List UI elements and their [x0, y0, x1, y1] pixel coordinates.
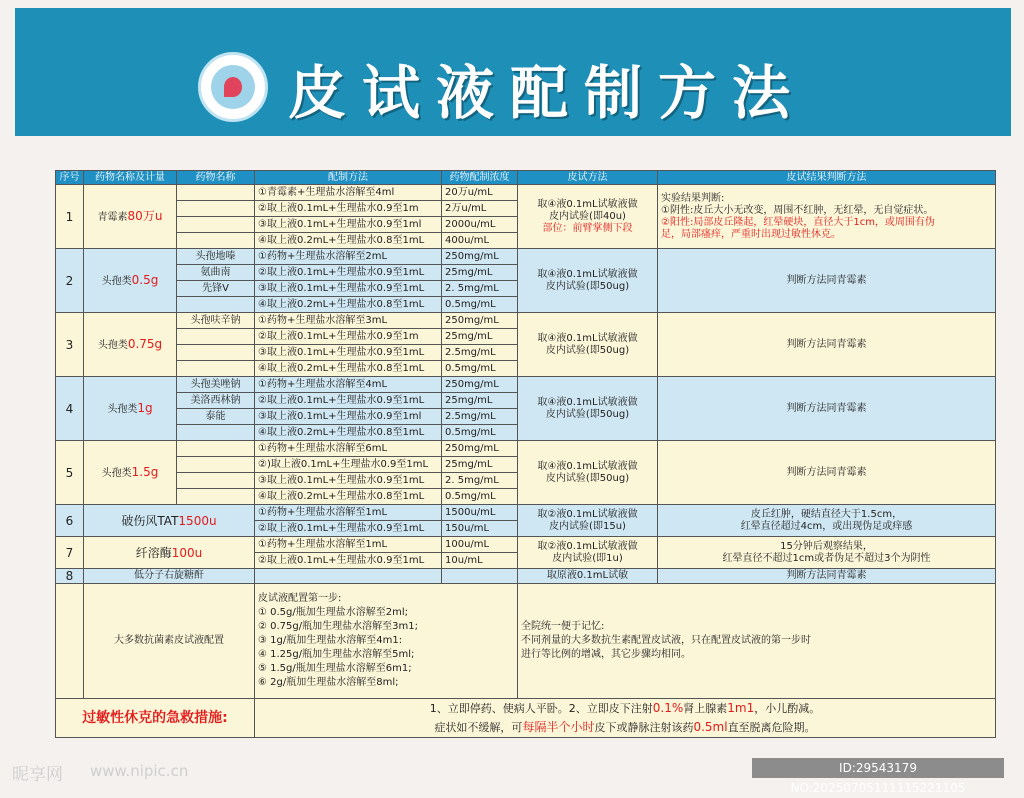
drug-dose: 0.75g [127, 336, 163, 351]
logo-emblem-icon [211, 65, 255, 109]
col-header: 序号 [56, 171, 84, 185]
drug-name-dose [84, 185, 177, 249]
table-row [56, 505, 996, 521]
drug-name-dose [84, 537, 255, 569]
concentration: 250mg/mL [442, 313, 518, 329]
antibiotic-step: ⑥ 2g/瓶加生理盐水溶解至8ml; [258, 677, 399, 688]
concentration: 25mg/mL [442, 265, 518, 281]
drug-name: 青霉素 [97, 211, 128, 223]
test-line: 取②液0.1mL试敏液做 [537, 540, 638, 552]
prep-step: ③取上液0.1mL+生理盐水0.9至1mL [255, 281, 442, 297]
emergency-measures [255, 699, 996, 738]
test-method [518, 249, 658, 313]
judge-line: 皮丘红肿，硬结直径大于1.5cm， [750, 508, 903, 520]
prep-step: ②取上液0.1mL+生理盐水0.9至1mL [255, 393, 442, 409]
prep-step: ④取上液0.2mL+生理盐水0.8至1mL [255, 489, 442, 505]
prep-step: ②)取上液0.1mL+生理盐水0.9至1mL [255, 457, 442, 473]
antibiotic-note-line: 不同剂量的大多数抗生素配置皮试液，只在配置皮试液的第一步时 [521, 635, 811, 646]
col-header: 皮试结果判断方法 [658, 171, 996, 185]
col-header: 药物配制浓度 [442, 171, 518, 185]
row-number: 3 [56, 313, 84, 377]
watermark-logo-text: 昵享网 [12, 765, 63, 785]
prep-step [255, 569, 442, 584]
drug-dose: 1g [137, 400, 153, 415]
emergency-line [258, 699, 992, 718]
table-row [56, 377, 996, 393]
emergency-text: 0.5ml [693, 720, 728, 734]
concentration: 2万u/mL [442, 201, 518, 217]
drug-name: 破伤风TAT [121, 513, 179, 528]
prep-step: ①药物+生理盐水溶解至6mL [255, 441, 442, 457]
concentration: 250mg/mL [442, 249, 518, 265]
prep-step: ②取上液0.1mL+生理盐水0.9至1mL [255, 553, 442, 569]
table-row [56, 699, 996, 738]
prep-step: ③取上液0.1mL+生理盐水0.9至1ml [255, 217, 442, 233]
table-row [56, 537, 996, 553]
judge-line: 红晕直径超过4cm，或出现伪足或痒感 [740, 520, 913, 532]
drug-item [177, 473, 255, 489]
test-line: 取④液0.1mL试敏液做 [537, 460, 638, 472]
prep-step: ①药物+生理盐水溶解至3mL [255, 313, 442, 329]
drug-item [177, 457, 255, 473]
drug-dose: 1500u [178, 513, 217, 528]
judge-line: 判断方法同青霉素 [786, 274, 867, 286]
concentration: 250mg/mL [442, 441, 518, 457]
drug-name-dose [84, 377, 177, 441]
antibiotic-steps [255, 584, 518, 699]
antibiotic-step: ⑤ 1.5g/瓶加生理盐水溶解至6m1; [258, 663, 412, 674]
drug-name: 低分子右旋糖酐 [84, 569, 255, 584]
drug-name: 头孢类 [101, 467, 132, 479]
result-judgment [658, 505, 996, 537]
result-judgment [658, 537, 996, 569]
emergency-text: ，小儿酌减。 [754, 702, 821, 715]
test-line: 取④液0.1mL试敏液做 [537, 268, 638, 280]
result-judgment [658, 249, 996, 313]
judge-line: 实验结果判断: [661, 192, 725, 204]
antibiotic-note-line: 全院统一便于记忆: [521, 621, 605, 632]
prep-step: ④取上液0.2mL+生理盐水0.8至1mL [255, 297, 442, 313]
table-header-row [56, 171, 996, 185]
drug-item [177, 329, 255, 345]
prep-step: ①药物+生理盐水溶解至1mL [255, 505, 442, 521]
prep-step: ②取上液0.1mL+生理盐水0.9至1m [255, 329, 442, 345]
antibiotic-step: 皮试液配置第一步: [258, 593, 342, 604]
result-judgment: 判断方法同青霉素 [658, 569, 996, 584]
col-header: 皮试方法 [518, 171, 658, 185]
concentration: 10u/mL [442, 553, 518, 569]
concentration: 2000u/mL [442, 217, 518, 233]
table-row [56, 313, 996, 329]
antibiotic-step: ④ 1.25g/瓶加生理盐水溶解至5ml; [258, 649, 415, 660]
col-header: 药物名称 [177, 171, 255, 185]
judge-positive-line: 足，局部瘙痒，严重时出现过敏性休克。 [661, 228, 841, 240]
concentration: 20万u/mL [442, 185, 518, 201]
row-number: 4 [56, 377, 84, 441]
antibiotic-step: ② 0.75g/瓶加生理盐水溶解至3m1; [258, 621, 418, 632]
drug-name: 头孢类 [107, 403, 138, 415]
emergency-text: 皮下或静脉注射该药 [594, 721, 694, 734]
concentration: 0.5mg/mL [442, 297, 518, 313]
test-method [518, 537, 658, 569]
test-line: 取④液0.1mL试敏液做 [537, 198, 638, 210]
drug-item [177, 489, 255, 505]
judge-line: 判断方法同青霉素 [786, 466, 867, 478]
drug-name-dose [84, 505, 255, 537]
test-line: 皮内试验(即50ug) [545, 408, 630, 420]
test-method [518, 505, 658, 537]
row-number [56, 584, 84, 699]
emergency-text: 0.1% [652, 701, 684, 715]
emergency-text: 1、立即停药、使病人平卧。2、立即皮下注射 [429, 702, 653, 715]
result-judgment [658, 441, 996, 505]
antibiotic-name: 大多数抗菌素皮试液配置 [84, 584, 255, 699]
emergency-text: 症状如不缓解，可 [434, 721, 523, 734]
test-method [518, 441, 658, 505]
test-site: 部位：前臂掌侧下段 [542, 222, 633, 234]
test-line: 取②液0.1mL试敏液做 [537, 508, 638, 520]
judge-line: 判断方法同青霉素 [786, 338, 867, 350]
prep-step: ①青霉素+生理盐水溶解至4ml [255, 185, 442, 201]
prep-step: ②取上液0.1mL+生理盐水0.9至1m [255, 201, 442, 217]
row-number: 6 [56, 505, 84, 537]
table-row [56, 185, 996, 201]
drug-name-dose [84, 249, 177, 313]
prep-step: ④取上液0.2mL+生理盐水0.8至1mL [255, 233, 442, 249]
test-line: 皮内试验(即1u) [552, 552, 623, 564]
watermark-url: www.nipic.cn [90, 762, 189, 780]
watermark-id: ID:29543179 NO:20250705111115221105 [752, 758, 1004, 778]
row-number: 7 [56, 537, 84, 569]
emergency-line [258, 718, 992, 737]
concentration: 25mg/mL [442, 457, 518, 473]
table-row [56, 584, 996, 699]
result-judgment [658, 313, 996, 377]
test-line: 取④液0.1mL试敏液做 [537, 396, 638, 408]
col-header: 药物名称及计量 [84, 171, 177, 185]
prep-step: ①药物+生理盐水溶解至1mL [255, 537, 442, 553]
prep-step: ②取上液0.1mL+生理盐水0.9至1mL [255, 265, 442, 281]
test-line: 皮内试验(即15u) [549, 520, 626, 532]
drug-item: 美洛西林钠 [177, 393, 255, 409]
test-method [518, 185, 658, 249]
drug-item: 先锋V [177, 281, 255, 297]
row-number: 8 [56, 569, 84, 584]
drug-item [177, 297, 255, 313]
emergency-text: 每隔半个小时 [522, 720, 595, 734]
concentration: 0.5mg/mL [442, 361, 518, 377]
concentration [442, 569, 518, 584]
table-body [56, 185, 996, 738]
drug-item: 氨曲南 [177, 265, 255, 281]
drug-name-dose [84, 313, 177, 377]
concentration: 2.5mg/mL [442, 409, 518, 425]
antibiotic-step: ③ 1g/瓶加生理盐水溶解至4m1: [258, 635, 403, 646]
concentration: 25mg/mL [442, 393, 518, 409]
concentration: 2.5mg/mL [442, 345, 518, 361]
drug-dose: 80万u [127, 208, 163, 223]
prep-step: ④取上液0.2mL+生理盐水0.8至1mL [255, 425, 442, 441]
drug-item [177, 233, 255, 249]
judge-line: 判断方法同青霉素 [786, 402, 867, 414]
drug-name: 头孢类 [101, 275, 132, 287]
antibiotic-note-line: 进行等比例的增减，其它步骤均相同。 [521, 649, 691, 660]
prep-step: ④取上液0.2mL+生理盐水0.8至1mL [255, 361, 442, 377]
judge-line: 红晕直径不超过1cm或者伪足不超过3个为阴性 [722, 552, 931, 564]
emergency-label: 过敏性休克的急救措施: [56, 699, 255, 738]
drug-item [177, 345, 255, 361]
judge-line: 15分钟后观察结果， [780, 540, 873, 552]
emergency-text: 直至脱离危险期。 [727, 721, 816, 734]
row-number: 2 [56, 249, 84, 313]
drug-item: 泰能 [177, 409, 255, 425]
prep-step: ③取上液0.1mL+生理盐水0.9至1mL [255, 473, 442, 489]
drug-item [177, 441, 255, 457]
test-line: 皮内试验(即50ug) [545, 472, 630, 484]
row-number: 5 [56, 441, 84, 505]
drug-item: 头孢呋辛钠 [177, 313, 255, 329]
concentration: 25mg/mL [442, 329, 518, 345]
page-title: 皮试液配制方法 [288, 59, 807, 127]
concentration: 150u/mL [442, 521, 518, 537]
table-row [56, 441, 996, 457]
hospital-logo [198, 52, 268, 122]
prep-step: ①药物+生理盐水溶解至2mL [255, 249, 442, 265]
test-method [518, 313, 658, 377]
logo-flame-icon [224, 77, 242, 97]
drug-name: 纤溶酶 [135, 545, 172, 560]
table-row [56, 569, 996, 584]
drug-dose: 0.5g [131, 272, 159, 287]
test-line: 皮内试验(即40u) [549, 210, 626, 222]
drug-item: 头孢地嗪 [177, 249, 255, 265]
result-judgment [658, 185, 996, 249]
concentration: 2. 5mg/mL [442, 281, 518, 297]
drug-item [177, 361, 255, 377]
prep-step: ③取上液0.1mL+生理盐水0.9至1mL [255, 345, 442, 361]
drug-item [177, 201, 255, 217]
concentration: 0.5mg/mL [442, 489, 518, 505]
drug-item [177, 185, 255, 201]
emergency-text: 肾上腺素 [683, 702, 728, 715]
drug-item [177, 217, 255, 233]
test-line: 皮内试验(即50ug) [545, 344, 630, 356]
result-judgment [658, 377, 996, 441]
antibiotic-step: ① 0.5g/瓶加生理盐水溶解至2ml; [258, 607, 409, 618]
drug-dose: 1.5g [131, 464, 159, 479]
drug-item: 头孢美唑钠 [177, 377, 255, 393]
concentration: 100u/mL [442, 537, 518, 553]
drug-dose: 100u [171, 545, 203, 560]
test-method [518, 377, 658, 441]
table-row [56, 249, 996, 265]
prep-step: ①药物+生理盐水溶解至4mL [255, 377, 442, 393]
judge-line: ①阴性:皮丘大小无改变，周围不红肿，无红晕，无自觉症状。 [661, 204, 934, 216]
emergency-text: 1m1 [727, 701, 755, 715]
concentration: 250mg/mL [442, 377, 518, 393]
concentration: 0.5mg/mL [442, 425, 518, 441]
test-line: 取④液0.1mL试敏液做 [537, 332, 638, 344]
col-header: 配制方法 [255, 171, 442, 185]
test-line: 皮内试验(即50ug) [545, 280, 630, 292]
test-method: 取原液0.1mL试敏 [518, 569, 658, 584]
concentration: 400u/mL [442, 233, 518, 249]
row-number: 1 [56, 185, 84, 249]
antibiotic-note [518, 584, 996, 699]
judge-positive-line: ②阳性:局部皮丘隆起，红晕硬块，直径大于1cm，或周围有伪 [661, 216, 935, 228]
skin-test-table [55, 170, 996, 738]
concentration: 2. 5mg/mL [442, 473, 518, 489]
concentration: 1500u/mL [442, 505, 518, 521]
prep-step: ②取上液0.1mL+生理盐水0.9至1mL [255, 521, 442, 537]
drug-name: 头孢类 [97, 339, 128, 351]
drug-item [177, 425, 255, 441]
prep-step: ③取上液0.1mL+生理盐水0.9至1ml [255, 409, 442, 425]
drug-name-dose [84, 441, 177, 505]
